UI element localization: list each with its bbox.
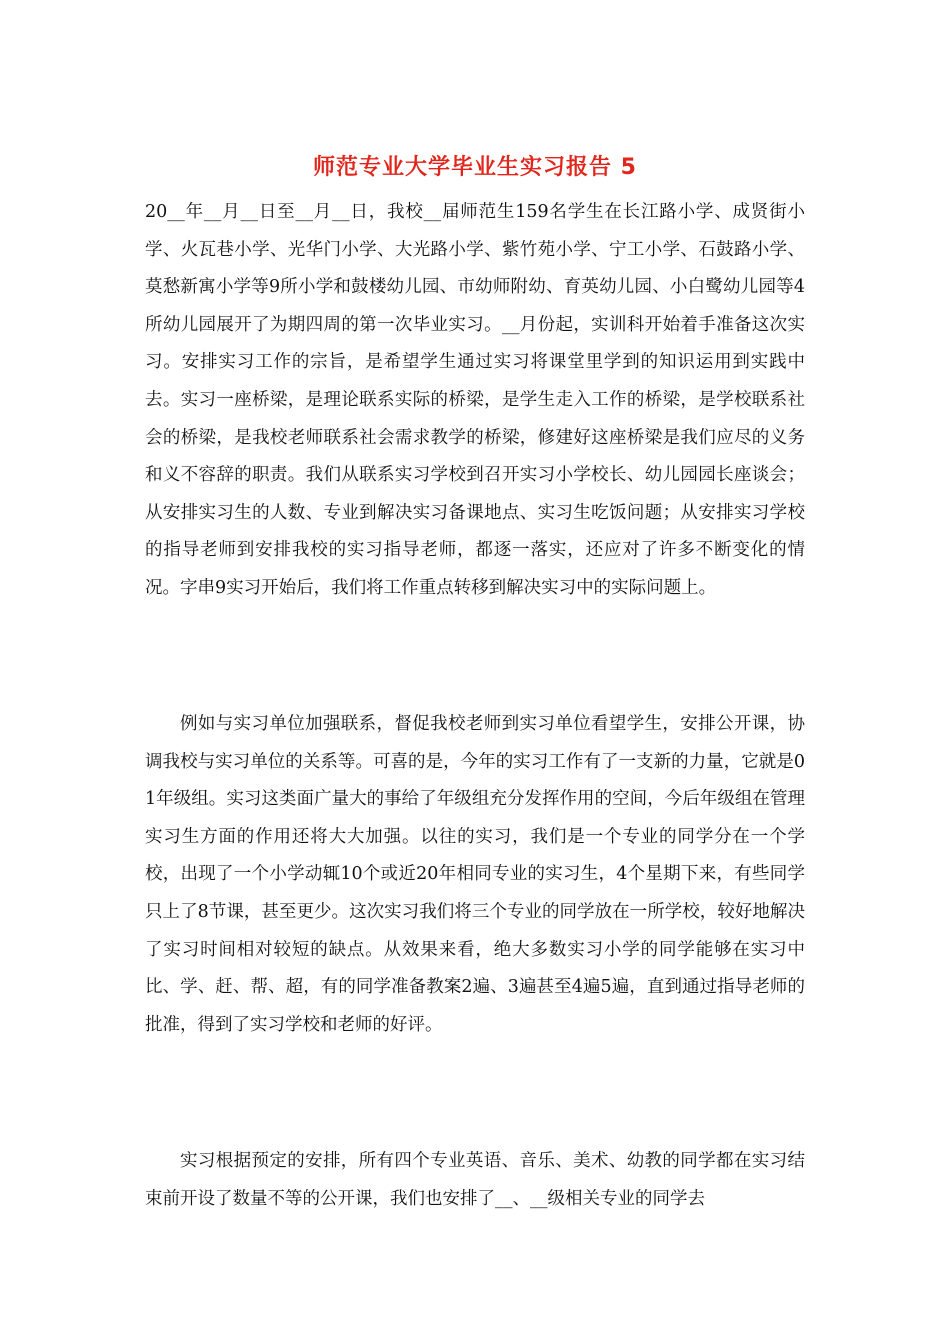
body-paragraph-1: 20__年__月__日至__月__日，我校__届师范生159名学生在长江路小学、成贤街小学、火瓦巷小学、光华门小学、大光路小学、紫竹苑小学、宁工小学、石鼓路小学、莫愁新寓小学等9所小学和鼓楼幼儿园、市幼师附幼、育英幼儿园、小白鹭幼儿园等4所幼儿园展开了为期四周的第一次毕业实习。__月份起，实训科开始着手准备这次实习。安排实习工作的宗旨，是希望学生通过实习将课堂里学到的知识运用到实践中去。实习一座桥梁，是理论联系实际的桥梁，是学生走入工作的桥梁，是学校联系社会的桥梁，是我校老师联系社会需求教学的桥梁，修建好这座桥梁是我们应尽的义务和义不容辞的职责。我们从联系实习学校到召开实习小学校长、幼儿园园长座谈会；从安排实习生的人数、专业到解决实习备课地点、实习生吃饭问题；从安排实习学校的指导老师到安排我校的实习指导老师，都逐一落实，还应对了许多不断变化的情况。字串9实习开始后，我们将工作重点转移到解决实习中的实际问题上。 bbox=[145, 202, 805, 598]
document-title: 师范专业大学毕业生实习报告 5 bbox=[313, 155, 637, 180]
body-paragraph-3: 实习根据预定的安排，所有四个专业英语、音乐、美术、幼教的同学都在实习结束前开设了数量不等的公开课，我们也安排了__、__级相关专业的同学去 bbox=[145, 1151, 805, 1209]
body-paragraph-2: 例如与实习单位加强联系，督促我校老师到实习单位看望学生，安排公开课，协调我校与实习单位的关系等。可喜的是，今年的实习工作有了一支新的力量，它就是01年级组。实习这类面广量大的事给了年级组充分发挥作用的空间，今后年级组在管理实习生方面的作用还将大大加强。以往的实习，我们是一个专业的同学分在一个学校，出现了一个小学动辄10个或近20年相同专业的实习生，4个星期下来，有些同学只上了8节课，甚至更少。这次实习我们将三个专业的同学放在一所学校，较好地解决了实习时间相对较短的缺点。从效果来看，绝大多数实习小学的同学能够在实习中比、学、赶、帮、超，有的同学准备教案2遍、3遍甚至4遍5遍，直到通过指导老师的批准，得到了实习学校和老师的好评。 bbox=[145, 714, 805, 1035]
